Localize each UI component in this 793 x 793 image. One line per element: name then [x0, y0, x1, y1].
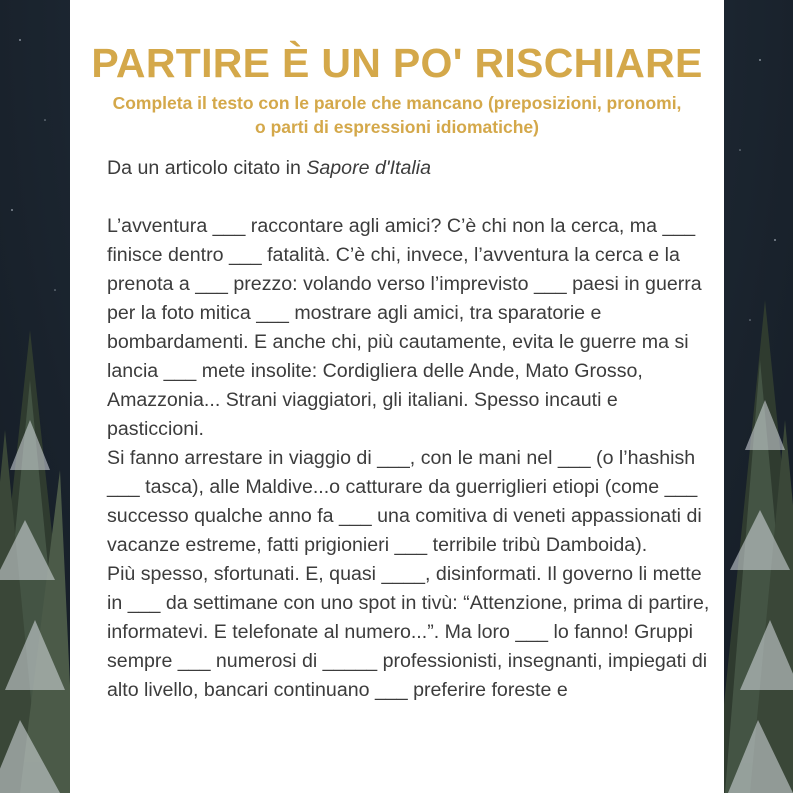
paragraph-3: Più spesso, sfortunati. E, quasi ____, disinformati. Il governo li mette in ___ da settimane con uno spot in tivù: “Attenzione, prima di partire, informatevi. E telefonate al numero...”. Ma loro ___ lo fanno! Gruppi sempre ___ numerosi di _____ professionisti, insegnanti, impiegati di alto livello, bancari continuano ___ preferire foreste e	[107, 563, 710, 701]
exercise-text	[107, 154, 711, 705]
source-prefix: Da un articolo citato in	[107, 157, 307, 179]
worksheet-page	[70, 0, 724, 793]
source-publication: Sapore d'Italia	[306, 157, 431, 179]
instructions-subtitle: Completa il testo con le parole che mancano (preposizioni, pronomi, o parti di espressioni idiomatiche)	[112, 93, 682, 137]
source-line	[107, 154, 711, 183]
page-title: PARTIRE È UN PO' RISCHIARE	[91, 40, 703, 86]
paragraph-1: L’avventura ___ raccontare agli amici? C’è chi non la cerca, ma ___ finisce dentro ___ fatalità. C’è chi, invece, l’avventura la cerca e la prenota a ___ prezzo: volando verso l’imprevisto ___ paesi in guerra per la foto mitica ___ mostrare agli amici, tra sparatorie e bombardamenti. E anche chi, più cautamente, evita le guerre ma si lancia ___ mete insolite: Cordigliera delle Ande, Mato Grosso, Amazzonia... Strani viaggiatori, gli italiani. Spesso incauti e pasticcioni.	[107, 215, 702, 440]
paragraph-spacer	[107, 183, 711, 212]
paragraph-2: Si fanno arrestare in viaggio di ___, con le mani nel ___ (o l’hashish ___ tasca), alle Maldive...o catturare da guerriglieri etiopi (come ___ successo qualche anno fa ___ una comitiva di veneti appassionati di vacanze estreme, fatti prigionieri ___ terribile tribù Damboida).	[107, 447, 702, 556]
